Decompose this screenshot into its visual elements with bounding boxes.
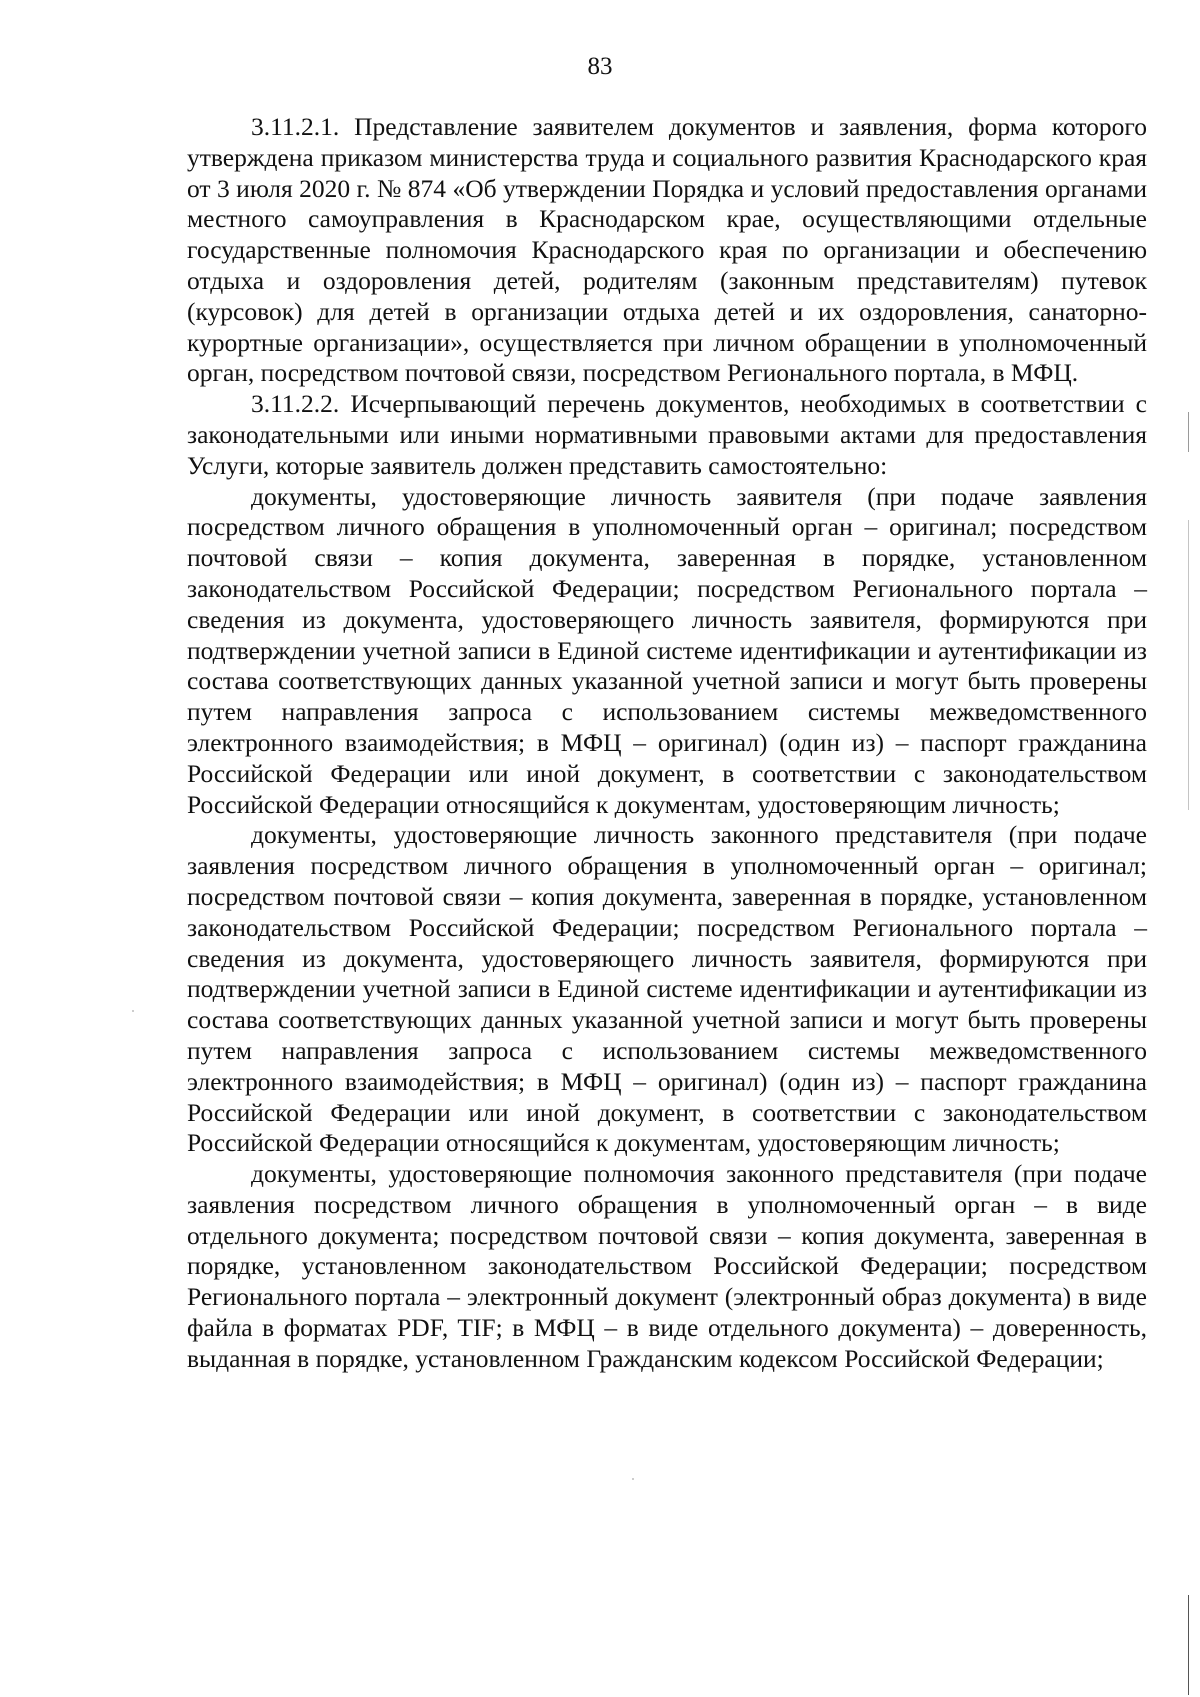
scan-edge-line	[1188, 520, 1189, 810]
paragraph-3-11-2-2: 3.11.2.2. Исчерпывающий перечень документов, необходимых в соответствии с законодательными или иными нормативными правовыми актами для предоставления Услуги, которые заявитель должен представить самостоятельно:	[187, 389, 1147, 480]
scan-edge-line	[1188, 412, 1189, 452]
document-body	[187, 112, 1147, 1375]
page-number: 83	[587, 53, 613, 80]
paragraph-applicant-identity-documents: документы, удостоверяющие личность заявителя (при подаче заявления посредством личного обращения в уполномоченный орган – оригинал; посредством почтовой связи – копия документа, заверенная в порядке, установленном законодательством Российской Федерации; посредством Регионального портала – сведения из документа, удостоверяющего личность заявителя, формируются при подтверждении учетной записи в Единой системе идентификации и аутентификации из состава соответствующих данных указанной учетной записи и могут быть проверены путем направления запроса с использованием системы межведомственного электронного взаимодействия; в МФЦ – оригинал) (один из) – паспорт гражданина Российской Федерации или иной документ, в соответствии с законодательством Российской Федерации относящийся к документам, удостоверяющим личность;	[187, 481, 1147, 819]
paragraph-representative-authority-documents: документы, удостоверяющие полномочия законного представителя (при подаче заявления посредством личного обращения в уполномоченный орган – в виде отдельного документа; посредством почтовой связи – копия документа, заверенная в порядке, установленном законодательством Российской Федерации; посредством Регионального портала – электронный документ (электронный образ документа) в виде файла в форматах PDF, TIF; в МФЦ – в виде отдельного документа) – доверенность, выданная в порядке, установленном Гражданским кодексом Российской Федерации;	[187, 1159, 1147, 1373]
scan-edge-line	[1188, 1595, 1189, 1695]
paragraph-3-11-2-1: 3.11.2.1. Представление заявителем документов и заявления, форма которого утверждена приказом министерства труда и социального развития Краснодарского края от 3 июля 2020 г. № 874 «Об утверждении Порядка и условий предоставления органами местного самоуправления в Краснодарском крае, осуществляющими отдельные государственные полномочия Краснодарского края по организации и обеспечению отдыха и оздоровления детей, родителям (законным представителям) путевок (курсовок) для детей в организации отдыха детей и их оздоровления, санаторно-курортные организации», осуществляется при личном обращении в уполномоченный орган, посредством почтовой связи, посредством Регионального портала, в МФЦ.	[187, 112, 1147, 388]
paragraph-representative-identity-documents: документы, удостоверяющие личность законного представителя (при подаче заявления посредством личного обращения в уполномоченный орган – оригинал; посредством почтовой связи – копия документа, заверенная в порядке, установленном законодательством Российской Федерации; посредством Регионального портала – сведения из документа, удостоверяющего личность заявителя, формируются при подтверждении учетной записи в Единой системе идентификации и аутентификации из состава соответствующих данных указанной учетной записи и могут быть проверены путем направления запроса с использованием системы межведомственного электронного взаимодействия; в МФЦ – оригинал) (один из) – паспорт гражданина Российской Федерации или иной документ, в соответствии с законодательством Российской Федерации относящийся к документам, удостоверяющим личность;	[187, 820, 1147, 1158]
scan-speck	[632, 1478, 634, 1480]
scan-speck	[132, 1010, 134, 1012]
